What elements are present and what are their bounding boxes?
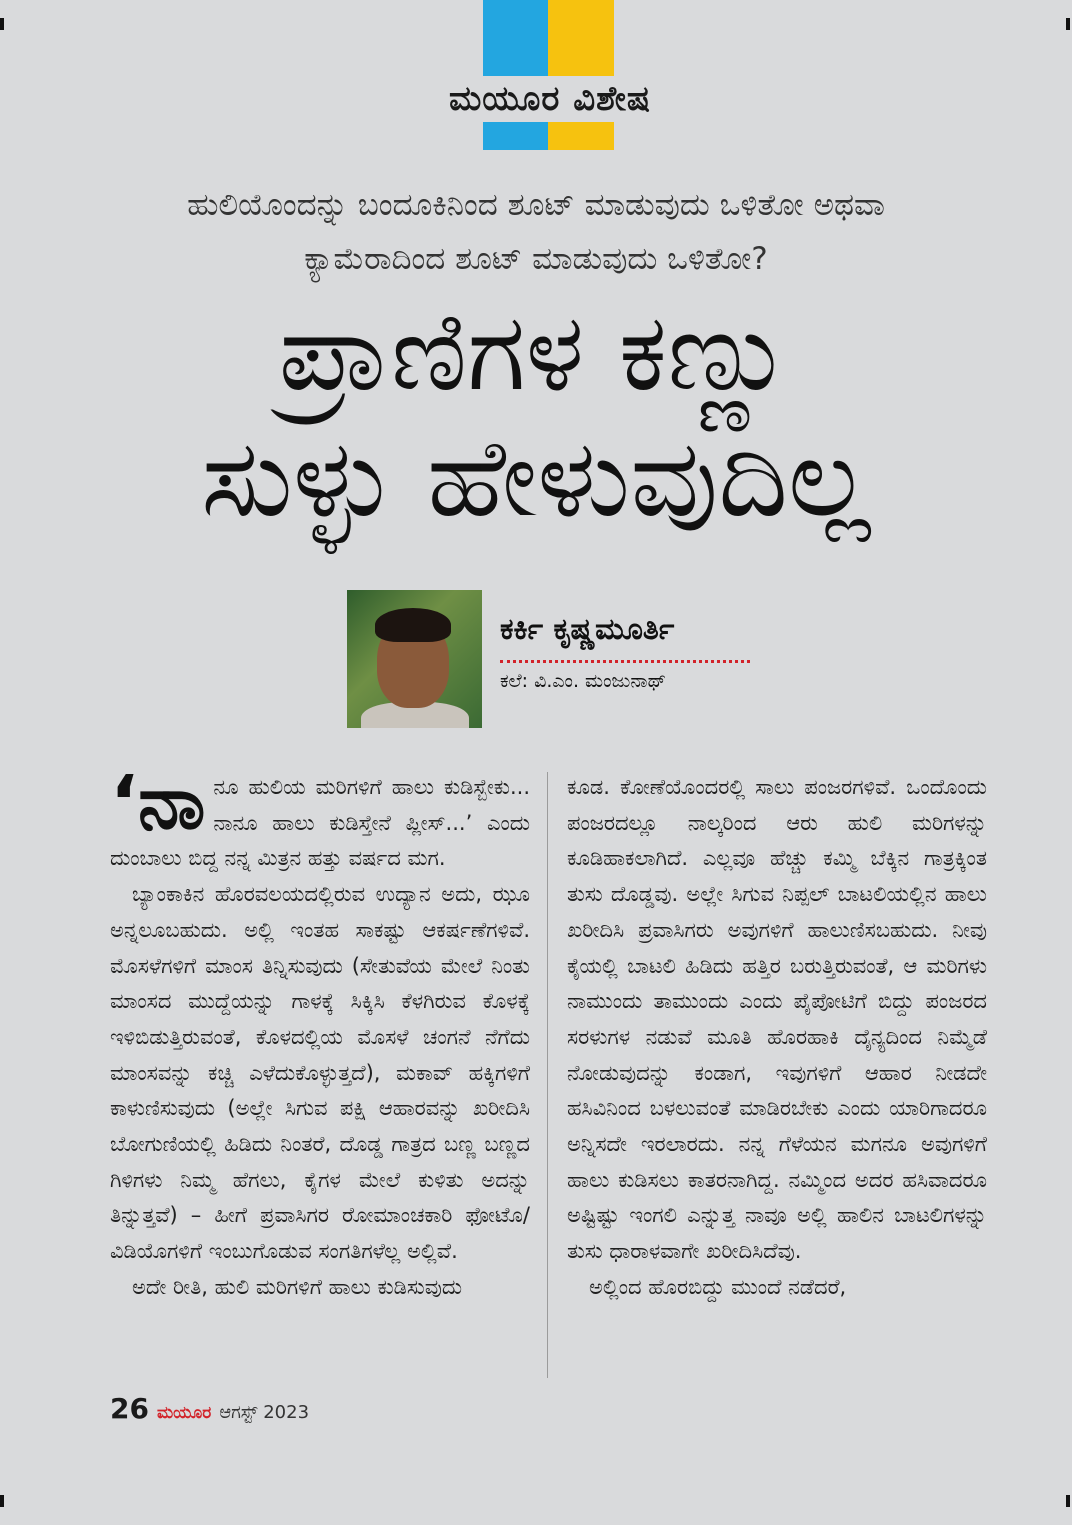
- crop-mark: [1066, 1495, 1070, 1507]
- author-dotted-rule: [500, 660, 750, 663]
- crop-mark: [0, 18, 4, 30]
- paragraph-3-continued: ಕೂಡ. ಕೋಣೆಯೊಂದರಲ್ಲಿ ಸಾಲು ಪಂಜರಗಳಿವೆ. ಒಂದೊಂದು ಪಂಜರದಲ್ಲೂ ನಾಲ್ಕರಿಂದ ಆರು ಹುಲಿ ಮರಿಗಳನ್ನು ಕೂಡಿಹಾಕಲಾಗಿದೆ. ಎಲ್ಲವೂ ಹೆಚ್ಚು ಕಮ್ಮಿ ಬೆಕ್ಕಿನ ಗಾತ್ರಕ್ಕಿಂತ ತುಸು ದೊಡ್ಡವು. ಅಲ್ಲೇ ಸಿಗುವ ನಿಪ್ಪಲ್ ಬಾಟಲಿಯಲ್ಲಿನ ಹಾಲು ಖರೀದಿಸಿ ಪ್ರವಾಸಿಗರು ಅವುಗಳಿಗೆ ಹಾಲುಣಿಸಬಹುದು. ನೀವು ಕೈಯಲ್ಲಿ ಬಾಟಲಿ ಹಿಡಿದು ಹತ್ತಿರ ಬರುತ್ತಿರುವಂತೆ, ಆ ಮರಿಗಳು ನಾಮುಂದು ತಾಮುಂದು ಎಂದು ಪೈಪೋಟಿಗೆ ಬಿದ್ದು ಪಂಜರದ ಸರಳುಗಳ ನಡುವೆ ಮೂತಿ ಹೊರಹಾಕಿ ದೈನ್ಯದಿಂದ ನಿಮ್ಮೆಡೆ ನೋಡುವುದನ್ನು ಕಂಡಾಗ, ಇವುಗಳಿಗೆ ಆಹಾರ ನೀಡದೇ ಹಸಿವಿನಿಂದ ಬಳಲುವಂತೆ ಮಾಡಿರಬೇಕು ಎಂದು ಯಾರಿಗಾದರೂ ಅನ್ನಿಸದೇ ಇರಲಾರದು. ನನ್ನ ಗೆಳೆಯನ ಮಗನೂ ಅವುಗಳಿಗೆ ಹಾಲು ಕುಡಿಸಲು ಕಾತರನಾಗಿದ್ದ. ನಮ್ಮಿಂದ ಅದರ ಹಸಿವಾದರೂ ಅಷ್ಟಿಷ್ಟು ಇಂಗಲಿ ಎನ್ನುತ್ತ ನಾವೂ ಅಲ್ಲಿ ಹಾಲಿನ ಬಾಟಲಿಗಳನ್ನು ತುಸು ಧಾರಾಳವಾಗೇ ಖರೀದಿಸಿದೆವು.: [567, 775, 987, 1264]
- article-column-right: [567, 770, 987, 1306]
- kicker-line-1: ಹುಲಿಯೊಂದನ್ನು ಬಂದೂಕಿನಿಂದ ಶೂಟ್ ಮಾಡುವುದು ಒಳಿತೋ ಅಥವಾ: [187, 187, 885, 223]
- kicker: [70, 178, 1002, 286]
- paragraph-1: [110, 760, 530, 877]
- page-number: 26: [110, 1392, 149, 1425]
- issue-date: ಆಗಸ್ಟ್ 2023: [219, 1402, 310, 1423]
- paragraph-4: ಅಲ್ಲಿಂದ ಹೊರಬಿದ್ದು ಮುಂದೆ ನಡೆದರೆ,: [589, 1274, 847, 1299]
- blue-color-block: [483, 0, 548, 150]
- paragraph-3: ಅದೇ ರೀತಿ, ಹುಲಿ ಮರಿಗಳಿಗೆ ಹಾಲು ಕುಡಿಸುವುದು: [132, 1274, 463, 1299]
- page-footer: [110, 1392, 309, 1425]
- crop-mark: [1066, 18, 1070, 30]
- headline-line-2: ಸುಳ್ಳು ಹೇಳುವುದಿಲ್ಲ: [201, 416, 871, 541]
- crop-mark: [0, 1495, 4, 1507]
- art-credit: ಕಲೆ: ವಿ.ಎಂ. ಮಂಜುನಾಥ್: [500, 670, 667, 692]
- section-label: ಮಯೂರ ವಿಶೇಷ: [415, 76, 685, 122]
- paragraph-1-text: ನೂ ಹುಲಿಯ ಮರಿಗಳಿಗೆ ಹಾಲು ಕುಡಿಸ್ಬೇಕು... ನಾನೂ ಹಾಲು ಕುಡಿಸ್ತೇನೆ ಪ್ಲೀಸ್...’ ಎಂದು ದುಂಬಾಲು ಬಿದ್ದ ನನ್ನ ಮಿತ್ರನ ಹತ್ತು ವರ್ಷದ ಮಗ.: [110, 775, 530, 871]
- author-name: ಕರ್ಕಿ ಕೃಷ್ಣಮೂರ್ತಿ: [500, 612, 675, 647]
- headline-line-1: ಪ್ರಾಣಿಗಳ ಕಣ್ಣು: [278, 290, 794, 415]
- author-photo-hair: [375, 608, 451, 642]
- drop-cap: ‘ನಾ: [110, 760, 206, 846]
- author-photo: [347, 590, 482, 728]
- magazine-name: ಮಯೂರ: [156, 1403, 212, 1423]
- paragraph-2: ಬ್ಯಾಂಕಾಕಿನ ಹೊರವಲಯದಲ್ಲಿರುವ ಉದ್ಯಾನ ಅದು, ಝೂ ಅನ್ನಲೂಬಹುದು. ಅಲ್ಲಿ ಇಂತಹ ಸಾಕಷ್ಟು ಆಕರ್ಷಣೆಗಳಿವೆ. ಮೊಸಳೆಗಳಿಗೆ ಮಾಂಸ ತಿನ್ನಿಸುವುದು (ಸೇತುವೆಯ ಮೇಲೆ ನಿಂತು ಮಾಂಸದ ಮುದ್ದೆಯನ್ನು ಗಾಳಕ್ಕೆ ಸಿಕ್ಕಿಸಿ ಕೆಳಗಿರುವ ಕೊಳಕ್ಕೆ ಇಳಿಬಿಡುತ್ತಿರುವಂತೆ, ಕೊಳದಲ್ಲಿಯ ಮೊಸಳೆ ಚಂಗನೆ ನೆಗೆದು ಮಾಂಸವನ್ನು ಕಚ್ಚಿ ಎಳೆದುಕೊಳ್ಳುತ್ತದೆ), ಮಕಾವ್ ಹಕ್ಕಿಗಳಿಗೆ ಕಾಳುಣಿಸುವುದು (ಅಲ್ಲೇ ಸಿಗುವ ಪಕ್ಷಿ ಆಹಾರವನ್ನು ಖರೀದಿಸಿ ಬೋಗುಣಿಯಲ್ಲಿ ಹಿಡಿದು ನಿಂತರೆ, ದೊಡ್ಡ ಗಾತ್ರದ ಬಣ್ಣ ಬಣ್ಣದ ಗಿಳಿಗಳು ನಿಮ್ಮ ಹೆಗಲು, ಕೈಗಳ ಮೇಲೆ ಕುಳಿತು ಅದನ್ನು ತಿನ್ನುತ್ತವೆ) – ಹೀಗೆ ಪ್ರವಾಸಿಗರ ರೋಮಾಂಚಕಾರಿ ಫೋಟೊ/ವಿಡಿಯೊಗಳಿಗೆ ಇಂಬುಗೊಡುವ ಸಂಗತಿಗಳೆಲ್ಲ ಅಲ್ಲಿವೆ.: [110, 882, 530, 1264]
- headline: [60, 290, 1012, 542]
- yellow-color-block: [548, 0, 614, 150]
- column-divider: [547, 772, 548, 1378]
- kicker-line-2: ಕ್ಯಾಮೆರಾದಿಂದ ಶೂಟ್ ಮಾಡುವುದು ಒಳಿತೋ?: [304, 241, 768, 277]
- article-column-left: [110, 760, 530, 1306]
